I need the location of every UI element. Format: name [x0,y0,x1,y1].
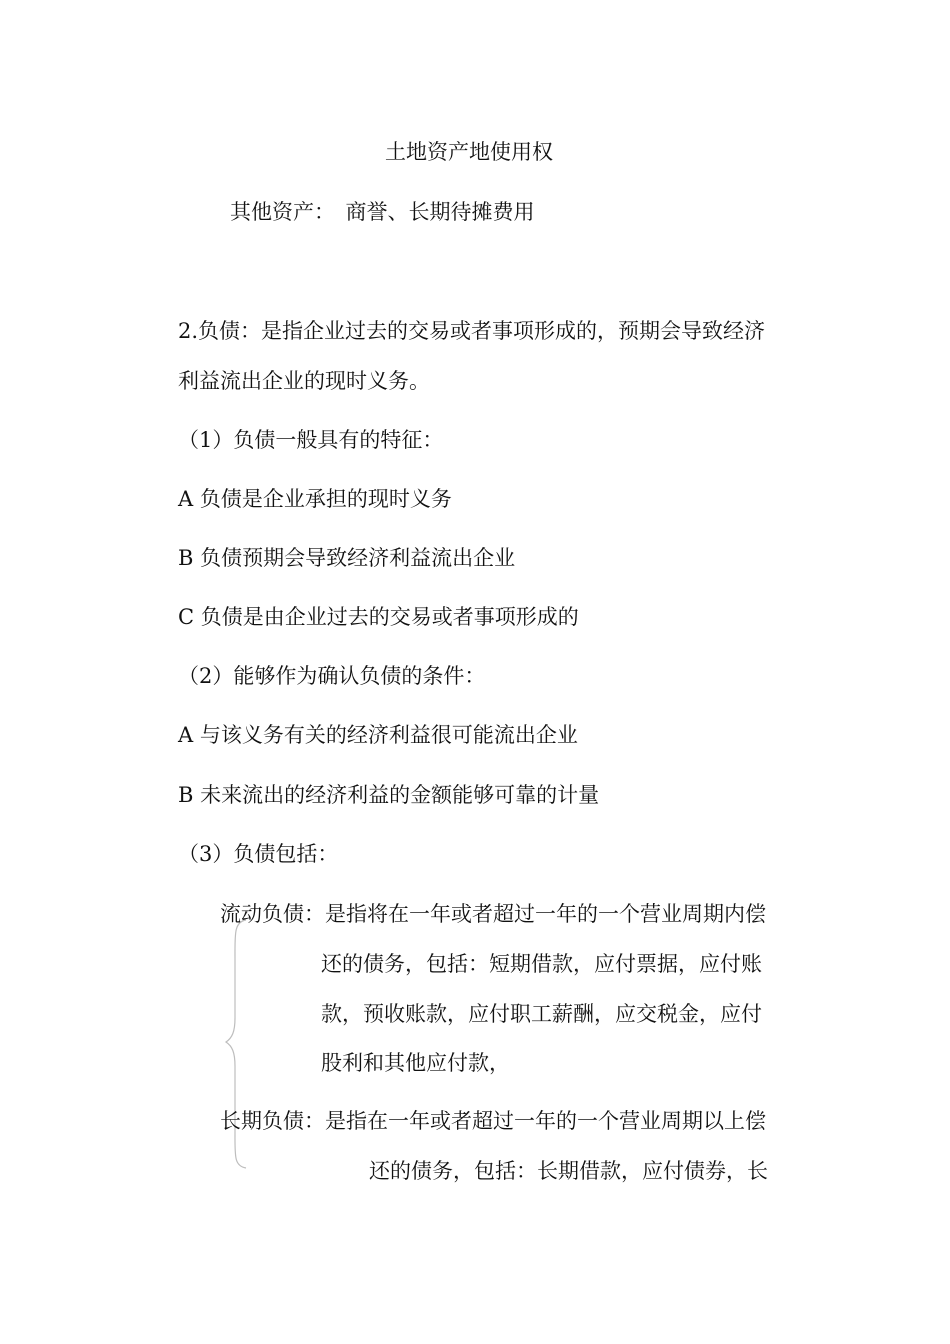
line-other-assets: 其他资产： 商誉、长期待摊费用 [230,200,535,224]
line-land-use-right: 土地资产地使用权 [385,140,553,164]
current-liabilities-line-1: 流动负债：是指将在一年或者超过一年的一个营业周期内偿 [220,902,766,926]
current-liabilities-line-3: 款，预收账款，应付职工薪酬，应交税金，应付 [321,1002,762,1026]
feature-b: B 负债预期会导致经济利益流出企业 [178,546,516,570]
features-heading: （1）负债一般具有的特征： [178,428,444,452]
liability-definition-line-2: 利益流出企业的现时义务。 [178,369,430,393]
long-term-liabilities-line-1: 长期负债：是指在一年或者超过一年的一个营业周期以上偿 [220,1109,766,1133]
feature-c: C 负债是由企业过去的交易或者事项形成的 [178,605,579,629]
feature-a: A 负债是企业承担的现时义务 [178,487,452,511]
condition-a: A 与该义务有关的经济利益很可能流出企业 [178,723,578,747]
liability-definition-line-1: 2.负债：是指企业过去的交易或者事项形成的，预期会导致经济 [178,319,766,343]
includes-heading: （3）负债包括： [178,842,339,866]
condition-b: B 未来流出的经济利益的金额能够可靠的计量 [178,783,600,807]
current-liabilities-line-2: 还的债务，包括：短期借款，应付票据，应付账 [321,952,762,976]
long-term-liabilities-line-2: 还的债务，包括：长期借款，应付债券，长 [369,1159,768,1183]
current-liabilities-line-4: 股利和其他应付款， [321,1051,510,1075]
conditions-heading: （2）能够作为确认负债的条件： [178,664,486,688]
